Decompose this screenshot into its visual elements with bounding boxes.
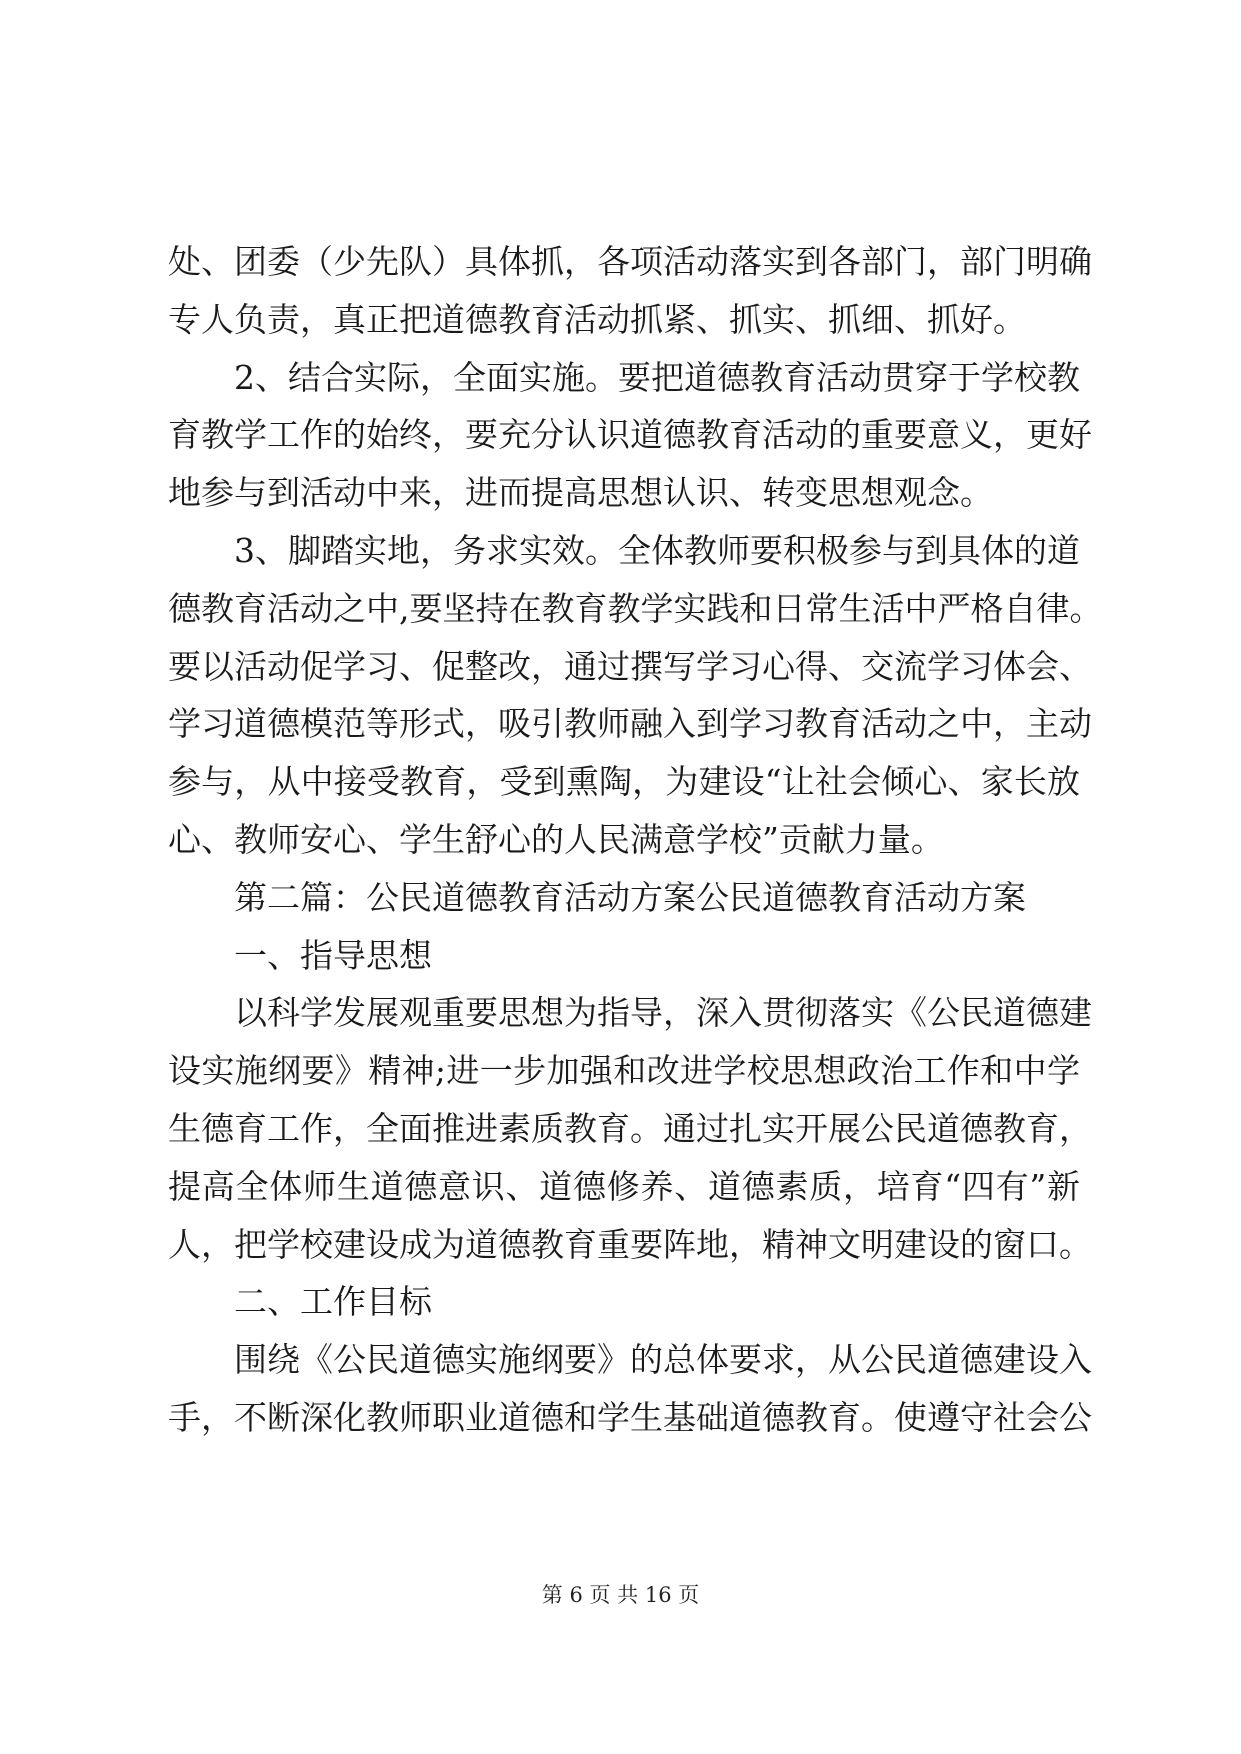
- document-body: [168, 233, 1103, 1447]
- text-line: 人，把学校建设成为道德教育重要阵地，精神文明建设的窗口。: [168, 1224, 1092, 1264]
- text-line: 德教育活动之中,要坚持在教育教学实践和日常生活中严格自律。: [168, 588, 1103, 628]
- text-line: 学习道德模范等形式，吸引教师融入到学习教育活动之中，主动: [168, 704, 1092, 744]
- text-line: 专人负责，真正把道德教育活动抓紧、抓实、抓细、抓好。: [168, 299, 1026, 339]
- text-line: 要以活动促学习、促整改，通过撰写学习心得、交流学习体会、: [168, 646, 1092, 686]
- text-line: 2、结合实际，全面实施。要把道德教育活动贯穿于学校教: [234, 357, 1080, 397]
- text-line: 一、指导思想: [234, 935, 432, 975]
- text-line: 生德育工作，全面推进素质教育。通过扎实开展公民道德教育，: [168, 1108, 1092, 1148]
- text-line: 参与，从中接受教育，受到熏陶，为建设“让社会倾心、家长放: [168, 762, 1080, 802]
- text-line: 手，不断深化教师职业道德和学生基础道德教育。使遵守社会公: [168, 1397, 1092, 1437]
- text-line: 设实施纲要》精神;进一步加强和改进学校思想政治工作和中学: [168, 1051, 1080, 1091]
- text-line: 提高全体师生道德意识、道德修养、道德素质，培育“四有”新: [168, 1166, 1080, 1206]
- text-line: 第二篇：公民道德教育活动方案公民道德教育活动方案: [234, 877, 1026, 917]
- page-footer: 第 6 页 共 16 页: [541, 1583, 700, 1607]
- text-line: 心、教师安心、学生舒心的人民满意学校”贡献力量。: [168, 819, 944, 859]
- text-line: 以科学发展观重要思想为指导，深入贯彻落实《公民道德建: [234, 993, 1092, 1033]
- text-line: 处、团委（少先队）具体抓，各项活动落实到各部门，部门明确: [168, 242, 1092, 281]
- text-line: 3、脚踏实地，务求实效。全体教师要积极参与到具体的道: [234, 530, 1080, 570]
- text-line: 二、工作目标: [234, 1282, 432, 1322]
- text-line: 地参与到活动中来，进而提高思想认识、转变思想观念。: [168, 473, 993, 513]
- text-line: 育教学工作的始终，要充分认识道德教育活动的重要意义，更好: [168, 415, 1092, 455]
- text-line: 围绕《公民道德实施纲要》的总体要求，从公民道德建设入: [234, 1340, 1092, 1380]
